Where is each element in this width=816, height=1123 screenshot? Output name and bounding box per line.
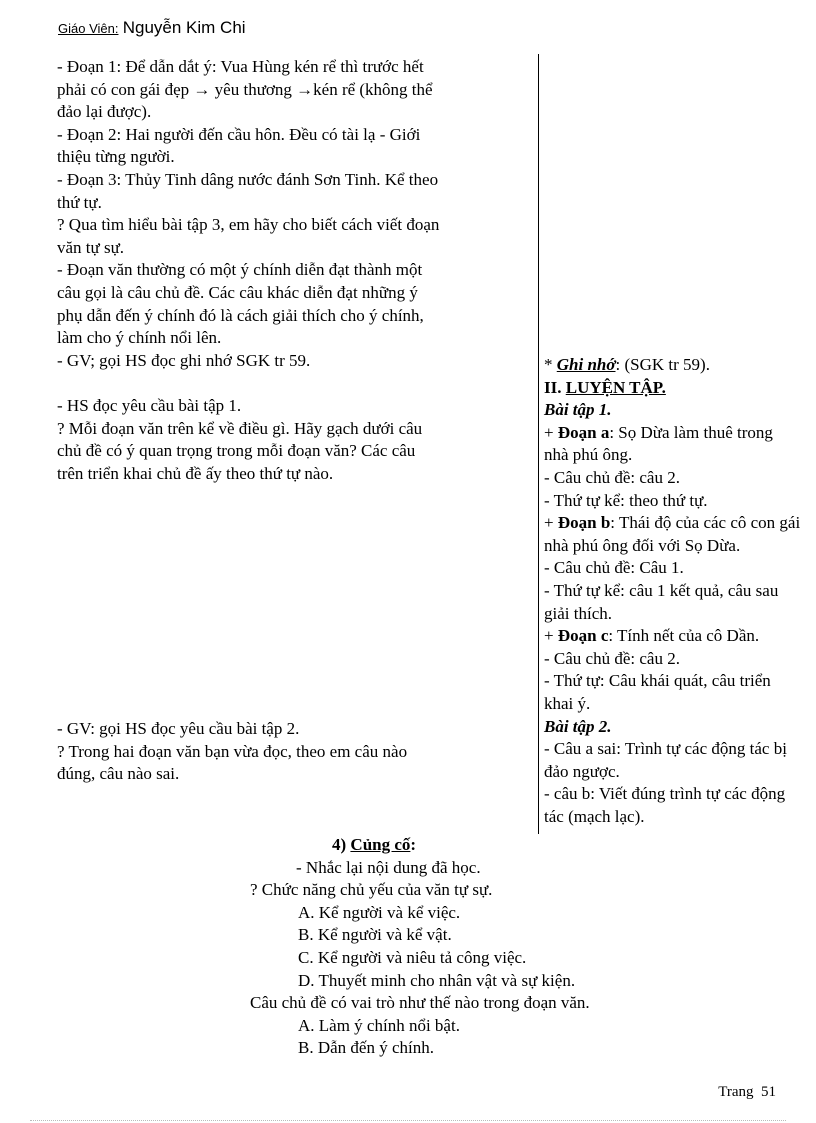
lesson-table [52,54,801,834]
review-option: C. Kể người và niêu tả công việc. [298,948,527,967]
left-column [57,56,485,485]
right-line: - Câu chủ đề: Câu 1. [544,558,684,578]
left-line: trên triển khai chủ đề ấy theo thứ tự nào. [57,463,334,483]
right-line: tác (mạch lạc). [544,806,645,826]
footer-rule [30,1120,786,1121]
left-line-blank [57,372,485,395]
right-line: - Thứ tự kể: theo thứ tự. [544,490,708,510]
right-line: - Câu a sai: Trình tự các động tác bị [544,739,787,759]
left-line: đúng, câu nào sai. [57,764,180,784]
left-line: ? Mỗi đoạn văn trên kể về điều gì. Hãy gạch dưới câu [57,418,423,438]
review-option: A. Kể người và kể việc. [298,902,461,922]
review-option: A. Làm ý chính nổi bật. [298,1015,460,1035]
right-column [544,354,816,828]
right-line: giải thích. [544,603,612,623]
section-heading: II. LUYỆN TẬP. [544,377,666,397]
left-column-lower [57,718,485,786]
column-divider [538,54,539,834]
left-line: văn tự sự. [57,237,125,257]
teacher-name: Nguyễn Kim Chi [122,18,246,37]
right-line: - Câu chủ đề: câu 2. [544,467,680,487]
doan-b-line: + Đoạn b: Thái độ của các cô con gái [544,513,801,533]
left-line: - Đoạn 2: Hai người đến cầu hôn. Đều có tài lạ - Giới [57,124,421,144]
right-line: - Thứ tự kể: câu 1 kết quả, câu sau [544,580,779,600]
left-line: - HS đọc yêu cầu bài tập 1. [57,395,242,415]
review-option: D. Thuyết minh cho nhân vật và sự kiện. [298,970,576,990]
right-line: - Thứ tự: Câu khái quát, câu triển [544,671,771,691]
left-line: phải có con gái đẹp → yêu thương →kén rể (không thể [57,79,433,99]
right-line: đảo ngược. [544,761,620,781]
left-line: - Đoạn 1: Để dẫn dắt ý: Vua Hùng kén rể thì trước hết [57,57,424,76]
left-line: thứ tự. [57,192,102,212]
left-line: câu gọi là câu chủ đề. Các câu khác diễn đạt những ý [57,282,418,302]
ghi-nho-line: * Ghi nhớ: (SGK tr 59). [544,355,710,374]
page-number: 51 [761,1084,776,1100]
left-line: - Đoạn 3: Thủy Tinh dâng nước đánh Sơn Tinh. Kể theo [57,169,439,189]
page-header [58,18,246,38]
review-line: ? Chức năng chủ yếu của văn tự sự. [250,880,493,900]
right-line: nhà phú ông. [544,445,633,465]
left-line: ? Trong hai đoạn văn bạn vừa đọc, theo em câu nào [57,741,408,761]
teacher-label: Giáo Viên: [58,21,119,36]
doan-c-line: + Đoạn c: Tính nết của cô Dần. [544,626,760,646]
right-line: - câu b: Viết đúng trình tự các động [544,784,786,804]
review-line: - Nhắc lại nội dung đã học. [296,857,481,877]
left-line: - Đoạn văn thường có một ý chính diễn đạt thành một [57,260,423,280]
left-line: phụ dẫn đến ý chính đó là cách giải thích cho ý chính, [57,305,424,325]
page-footer [718,1084,776,1101]
left-line: làm cho ý chính nổi lên. [57,328,222,348]
review-option: B. Dẫn đến ý chính. [298,1038,434,1058]
doan-a-line: + Đoạn a: Sọ Dừa làm thuê trong [544,422,773,442]
exercise-1-title: Bài tập 1. [544,400,612,420]
exercise-2-title: Bài tập 2. [544,716,612,736]
right-line: nhà phú ông đối với Sọ Dừa. [544,535,741,555]
right-line: khai ý. [544,693,591,713]
right-line: - Câu chủ đề: câu 2. [544,648,680,668]
review-heading: 4) Củng cố: [332,835,417,854]
left-line: ? Qua tìm hiểu bài tập 3, em hãy cho biết cách viết đoạn [57,215,440,235]
review-option: B. Kể người và kể vật. [298,925,452,945]
left-line: đảo lại được). [57,102,152,122]
left-line: thiệu từng người. [57,147,175,167]
left-line: chủ đề có ý quan trọng trong mỗi đoạn văn? Các câu [57,441,416,461]
ghi-nho-label: Ghi nhớ [556,355,616,374]
left-line: - GV; gọi HS đọc ghi nhớ SGK tr 59. [57,350,311,370]
review-line: Câu chủ đề có vai trò như thế nào trong đoạn văn. [250,993,590,1013]
left-line: - GV: gọi HS đọc yêu cầu bài tập 2. [57,719,300,738]
page-label: Trang [718,1084,754,1100]
